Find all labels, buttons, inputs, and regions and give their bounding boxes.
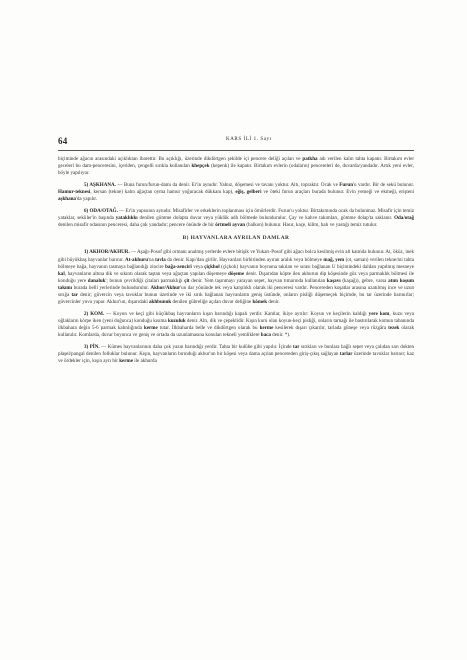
paragraph-p3 <box>58 208 414 229</box>
text-run: — Aşağı-Posof gibi ormanı analmış yerlerde evlere bitişik ve Yukarı-Posof gibi ağacı bolca kesilmiş evin alt katında bulunur. At, öküz, inek gibi büyükbaş hayvanlar barınır. <box>58 249 415 263</box>
text-run: — Buna furun/furun-damı da denir. Er'in aynıdır. Yalnız, döşemesi ve tavanı yoktur. Altı, topraktır. Ocak ve <box>115 182 340 189</box>
bold-term: atım koşum takımı <box>58 277 414 291</box>
page-number: 64 <box>58 136 68 146</box>
text-run: denir. <box>267 298 280 305</box>
paragraph-p1 <box>58 156 414 177</box>
text-run: — Koyun ve keçi gibi küçükbaş hayvanların kışın barındığı kapalı yerdir. Kamlar, ikiye ayrılır: Koyun ve keçilerin kaldığı <box>104 310 369 317</box>
paragraph-p2 <box>58 182 414 203</box>
text-run: — Er'in yapısının aynıdır. Misafirler ve erkeklerin toplanması için ömürlerdir. Furun'u yoktur. Birtakımında ocak da bulunmaz. Misafir için temiz yataklar, seküler'in başında <box>58 208 414 222</box>
bold-term: akhbunuk <box>149 298 172 305</box>
running-title: KARS İLİ 1. Sayı <box>226 137 272 142</box>
text-run: adı verilen kalın tahta kapatır. Birtakım evler geceleri bu dam-penceresini, içeriden, çengelli sırıkla kullanılan <box>58 156 415 170</box>
bold-term: kömek <box>252 298 268 305</box>
text-run: (ot, saman) verilen tekne/mi tahta bölmeye bağa, hayvanın tasmaya bağlandığı zincire <box>58 256 415 270</box>
header-rule <box>58 150 414 151</box>
bold-term: 3) PİN. <box>84 344 100 351</box>
bold-term: 2) KOM. <box>84 310 105 317</box>
bold-term: kerme <box>259 324 274 331</box>
text-run: (balkon) bulunur. Hasır, kaçe, kilim, halı ve yastığı temiz tutulur. <box>245 222 378 229</box>
bold-term: tar <box>71 291 78 298</box>
bold-term: döşeme <box>228 270 245 277</box>
paragraph-b3 <box>58 344 414 365</box>
text-run: denir. Yem taşınmayı yarayan sepet, hayvan tımarında kullanılan <box>189 277 327 284</box>
bold-term: kerme <box>119 358 133 365</box>
bold-term: yataklıkkı <box>115 215 138 222</box>
bold-term: At-akhuru <box>125 256 149 263</box>
text-run: denilen gömme dolapta duvar veya yüklük adlı bölmede bulundurulur. Çay ve kahve takımları, gömme dolap'ta saklanır. <box>137 215 395 222</box>
text-run: veya <box>191 263 205 270</box>
bold-term: bağa-zencirî <box>165 263 192 270</box>
text-run: sırıkları ve bunlara bağlı sepet veya çalıdan sarı dokten plaşel/pangal denilen folluklar bulunur. Kışın, hayvanların bırınduğı akhur'un bir köşesi veya dama açılan pencereden giriş-çıkış sağlayan <box>58 344 414 358</box>
bold-term: baca <box>260 331 271 338</box>
bold-term: 6) ODA/OTAĞ. <box>84 208 118 215</box>
text-run: 'u vardır. Bir de sekü bulunur. <box>353 182 415 189</box>
section-a-paragraphs <box>58 156 414 229</box>
text-run: ve öteki furun araçları burada bulunur. Evin yemeği ve ekmeği, erişteni <box>261 189 414 196</box>
text-run: , kuzu veya oğlakların körpe iken (yeni doğunca) konduğu kısıma <box>58 310 415 324</box>
text-run: (kepenk) ile kapatır. Birtakım evlerin (odaların) pencereleri de, duvarda/yandadır. Artık yeni evler, böyle yapılıyor. <box>58 163 414 177</box>
text-run: da denir. Kapı'dan girilir. Hayvanları birbirinden ayıran aralık veya bölmeye <box>165 256 324 263</box>
bold-term: tavla <box>155 256 166 263</box>
text-run: 'un dar yönünde tek veya karşılıklı olarak iki penceresi vardır. Pencereden koşatlar arasına uzatılmış ince ve uzun sırığa <box>58 284 414 298</box>
bold-term: kuzuluk <box>167 317 186 324</box>
text-run: 'da yapılır. <box>75 196 98 203</box>
bold-term: örtmeli ayvan <box>215 222 246 229</box>
bold-term: Hamur-teknesi <box>58 189 91 196</box>
text-run: — Kümes hayvanlarının daha çok yazın barındığı yerdir. Tahta bir kulübe gibi yapılır. İçinde <box>99 344 294 351</box>
bold-term: tezek <box>388 324 400 331</box>
bold-term: 1) AKHOR/AKHUR. <box>84 249 130 256</box>
bold-term: danaluk <box>87 277 106 284</box>
bold-term: çiçkhol <box>204 263 220 270</box>
text-run: (kaşağı), gebre, varsa <box>340 277 389 284</box>
section-b-paragraphs <box>58 249 414 365</box>
text-run: 'na <box>148 256 156 263</box>
bold-term: eğiş, gelberi <box>235 189 262 196</box>
text-run: biçiminde ağacın arasındaki açıklıktan ibarettir. Bu açıklığı, üzerinde dikdörtgen şekilde içi pencere deliği açılan ve <box>58 156 303 162</box>
paragraph-b1 <box>58 249 414 305</box>
text-run: '; bunun çevrildiği çitaları parmaklığı <box>105 277 185 284</box>
bold-term: kerme <box>143 324 158 331</box>
bold-term: çit <box>184 277 190 284</box>
bold-term: tarlar <box>339 351 353 358</box>
bold-term: Oda/otağ <box>394 215 414 222</box>
bold-term: Akhor/Akhur <box>150 284 181 291</box>
article-body <box>58 156 414 365</box>
text-run: kesilerek dışarı çıkarılır, tarlada güneşe veya rüzgâra <box>273 324 389 331</box>
text-run: denilen misafir odasının penceresi, daha çok yandadır; pencere önünde de bir <box>58 222 216 229</box>
bold-term: Furun <box>339 182 354 189</box>
bold-term: yere kom <box>368 310 390 317</box>
bold-term: tar <box>293 344 300 351</box>
text-run: denir. Altı, dik ve çepeklidir. Kışın kuru olan koyun-keçi pisliği, onların tarnağı ile bastırılarak komun tabanında ilkbahara değin 5-6 parmak kalınlığında <box>58 317 414 331</box>
text-run: denir. *). <box>270 331 291 338</box>
bold-term: kaşavı <box>326 277 341 284</box>
text-run: , kersan (tekne) kalın ağaçtan oyma hamur yoğuracak dükkanı kap), <box>90 189 236 196</box>
text-run: denir; güvercin veya tavuklar bunun üzerinde ve iki sırık bağlanan hayvanların geniş üstünde, onların pisliği düşemeçek biçimde, bu tar üzerinde barınırlar; güvercinler yuva yapar. Akhur'un, dışarıdaki <box>58 291 414 305</box>
text-run: burada belli yerlerinde bulundurulur. <box>72 284 151 291</box>
page-header <box>58 136 418 148</box>
text-run: denilen gübreliğe açılan duvar deliğine <box>171 298 253 305</box>
bold-term: aşkhana <box>58 196 76 203</box>
paragraph-b2 <box>58 311 414 339</box>
bold-term: patkha <box>302 156 318 162</box>
text-run: denir. Dışarıdan köpte ilen akhurun dip köşesinde göz veya parmaklık bölmesi ile konduğu yere <box>58 270 414 284</box>
bold-term: kal <box>58 270 65 277</box>
text-run: ile akhurda <box>132 358 157 365</box>
text-run: olarak kullanılır. Komlarda, duvar boyunca ve geniş ve ortada da uzunlamasına konulan tekneli yemliklere <box>58 324 414 338</box>
bold-term: khepçek <box>191 163 210 170</box>
text-run: tutar. İlkbaharda belle ve dikdörtgen olarak bu <box>157 324 260 331</box>
section-title: B) HAYVANLARA AYRILAN DAMLAR <box>182 235 290 242</box>
bold-term: 5) AŞKHANA. <box>84 182 116 189</box>
text-run: üzerinde tavuklar barınır; kaz ve ördekler için, kışın ayrı bir <box>58 351 414 365</box>
bold-term: mağ, yem <box>323 256 345 263</box>
text-run: (çiçkolı) hayvanın boynuna takılan ve sırası bağlanan U biçimindeki daldan yapılmış mesneye <box>219 263 414 270</box>
text-run: , hayvanların altına dik ve sıkıntı olarak taştan veya ağaçtan yapılan döşemeye <box>64 270 229 277</box>
